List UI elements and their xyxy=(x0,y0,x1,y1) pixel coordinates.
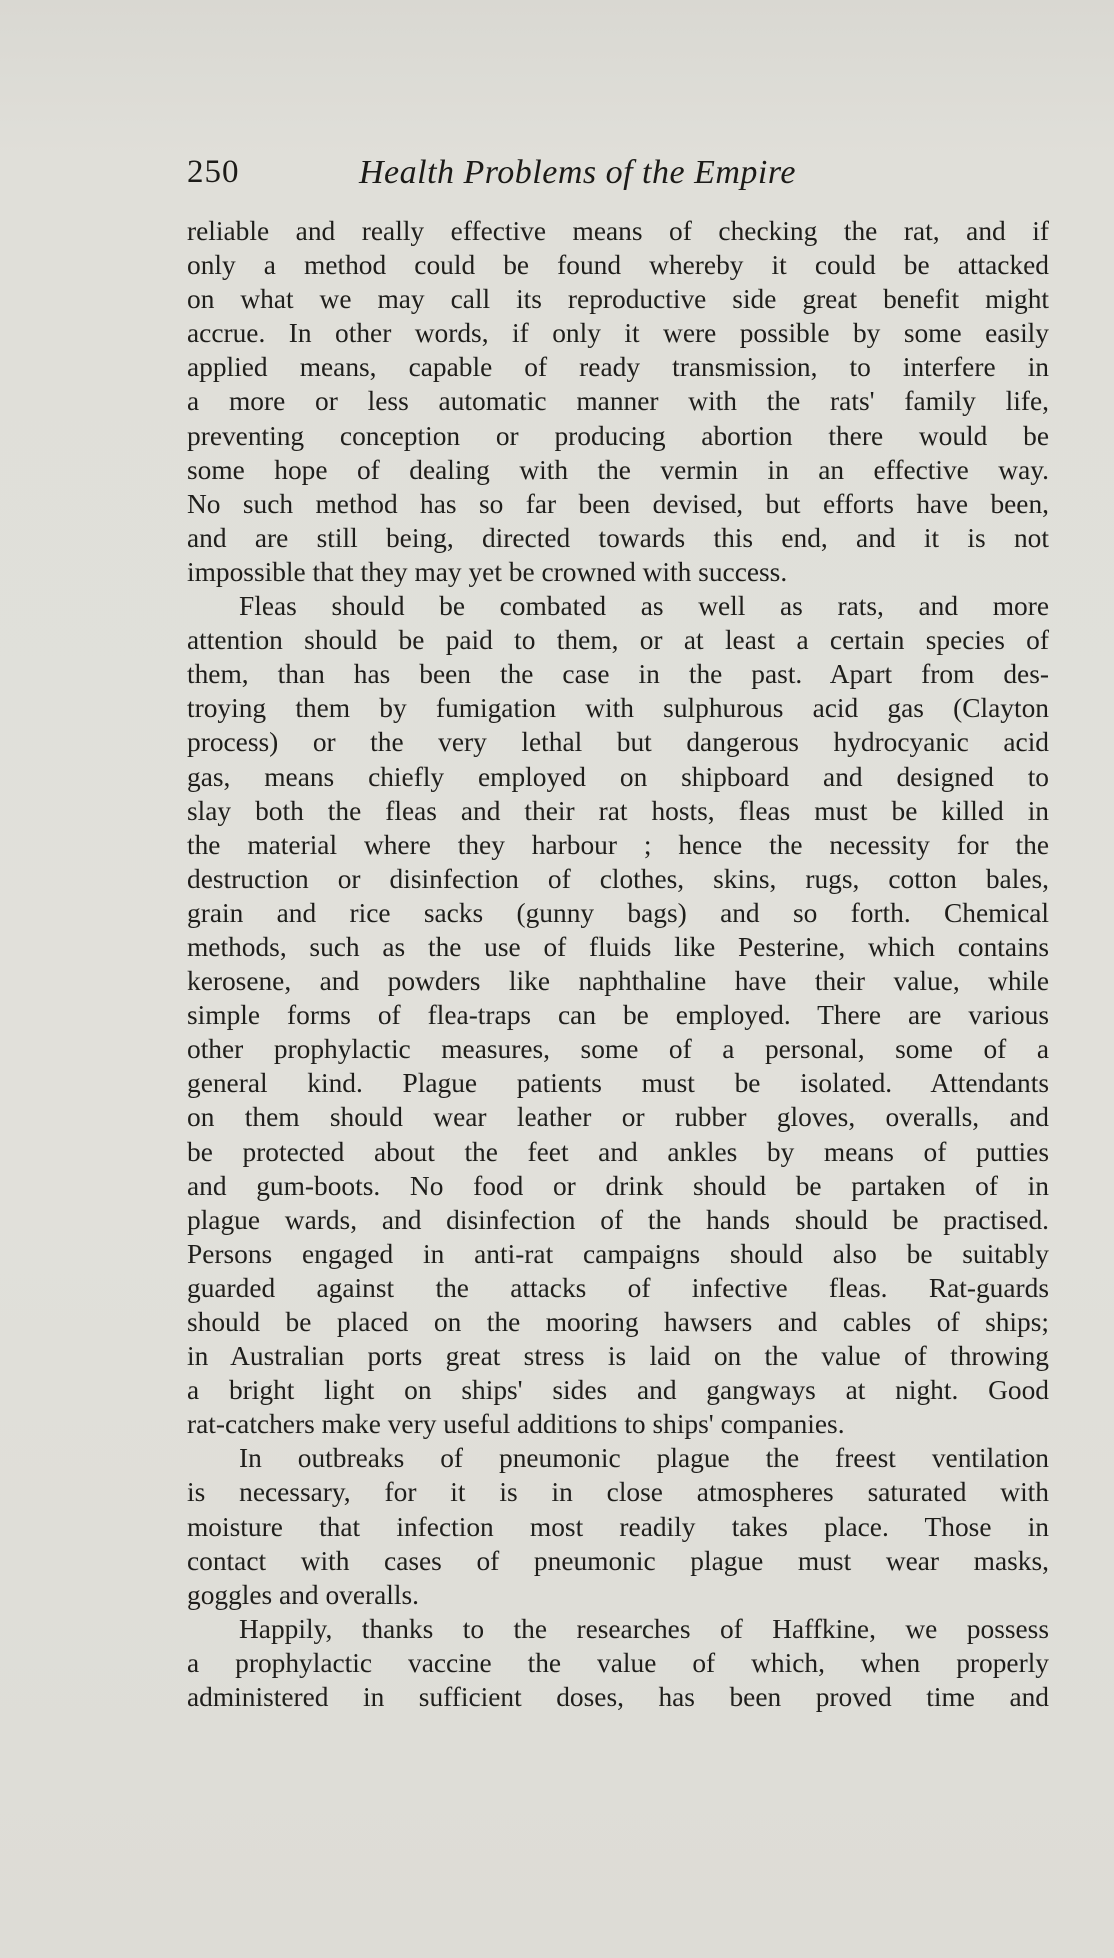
text-line: and gum-boots. No food or drink should be partaken of in xyxy=(187,1170,1049,1201)
text-line: gas, means chiefly employed on shipboard and designed to xyxy=(187,761,1049,792)
paragraph xyxy=(187,1441,1049,1611)
text-line: Persons engaged in anti-rat campaigns should also be suitably xyxy=(187,1238,1049,1269)
text-line: on what we may call its reproductive side great benefit might xyxy=(187,284,1049,315)
text-line: In outbreaks of pneumonic plague the freest ventilation xyxy=(239,1443,1049,1474)
text-line: only a method could be found whereby it could be attacked xyxy=(187,250,1049,281)
text-line: and are still being, directed towards this end, and it is not xyxy=(187,522,1049,553)
text-line: the material where they harbour ; hence the necessity for the xyxy=(187,829,1049,860)
text-line: Fleas should be combated as well as rats, and more xyxy=(239,591,1049,622)
text-line: guarded against the attacks of infective fleas. Rat-guards xyxy=(187,1272,1049,1303)
text-line: preventing conception or producing abortion there would be xyxy=(187,420,1049,451)
text-line: moisture that infection most readily takes place. Those in xyxy=(187,1511,1049,1542)
text-line: them, than has been the case in the past. Apart from des- xyxy=(187,659,1049,690)
text-line: Happily, thanks to the researches of Haffkine, we possess xyxy=(239,1613,1049,1644)
body-text xyxy=(187,214,1049,1714)
text-line: contact with cases of pneumonic plague must wear masks, xyxy=(187,1545,1049,1576)
running-title: Health Problems of the Empire xyxy=(359,154,796,191)
text-line: rat-catchers make very useful additions to ships' companies. xyxy=(187,1409,845,1440)
text-line: in Australian ports great stress is laid on the value of throwing xyxy=(187,1341,1049,1372)
text-line: other prophylactic measures, some of a personal, some of a xyxy=(187,1034,1049,1065)
text-line: impossible that they may yet be crowned with success. xyxy=(187,556,788,587)
text-line: on them should wear leather or rubber gloves, overalls, and xyxy=(187,1102,1049,1133)
text-line: reliable and really effective means of checking the rat, and if xyxy=(187,216,1049,246)
page-header xyxy=(187,150,1047,200)
text-line: some hope of dealing with the vermin in an effective way. xyxy=(187,454,1049,485)
text-line: accrue. In other words, if only it were possible by some easily xyxy=(187,318,1049,349)
text-line: grain and rice sacks (gunny bags) and so forth. Chemical xyxy=(187,897,1049,928)
paragraph xyxy=(187,1612,1049,1714)
text-line: attention should be paid to them, or at least a certain species of xyxy=(187,625,1049,656)
page-number: 250 xyxy=(187,154,240,190)
text-line: methods, such as the use of fluids like Pesterine, which contains xyxy=(187,931,1049,962)
text-line: goggles and overalls. xyxy=(187,1579,420,1610)
text-line: a bright light on ships' sides and gangways at night. Good xyxy=(187,1375,1049,1406)
text-line: process) or the very lethal but dangerous hydrocyanic acid xyxy=(187,727,1049,758)
text-line: a more or less automatic manner with the rats' family life, xyxy=(187,386,1049,417)
text-line: is necessary, for it is in close atmospheres saturated with xyxy=(187,1477,1049,1508)
text-line: plague wards, and disinfection of the hands should be practised. xyxy=(187,1204,1049,1235)
text-line: should be placed on the mooring hawsers and cables of ships; xyxy=(187,1307,1049,1337)
text-line: a prophylactic vaccine the value of which, when properly xyxy=(187,1647,1049,1678)
text-line: be protected about the feet and ankles by means of putties xyxy=(187,1136,1049,1167)
text-line: kerosene, and powders like naphthaline have their value, while xyxy=(187,966,1049,997)
text-line: troying them by fumigation with sulphurous acid gas (Clayton xyxy=(187,693,1049,724)
text-line: No such method has so far been devised, but efforts have been, xyxy=(187,488,1049,519)
paragraph xyxy=(187,214,1049,589)
text-line: general kind. Plague patients must be isolated. Attendants xyxy=(187,1068,1049,1099)
text-line: slay both the fleas and their rat hosts, fleas must be killed in xyxy=(187,795,1049,826)
text-line: destruction or disinfection of clothes, skins, rugs, cotton bales, xyxy=(187,863,1049,894)
text-line: administered in sufficient doses, has been proved time and xyxy=(187,1682,1049,1713)
text-line: simple forms of flea-traps can be employed. There are various xyxy=(187,1000,1049,1031)
paragraph xyxy=(187,589,1049,1441)
text-line: applied means, capable of ready transmission, to interfere in xyxy=(187,352,1049,383)
